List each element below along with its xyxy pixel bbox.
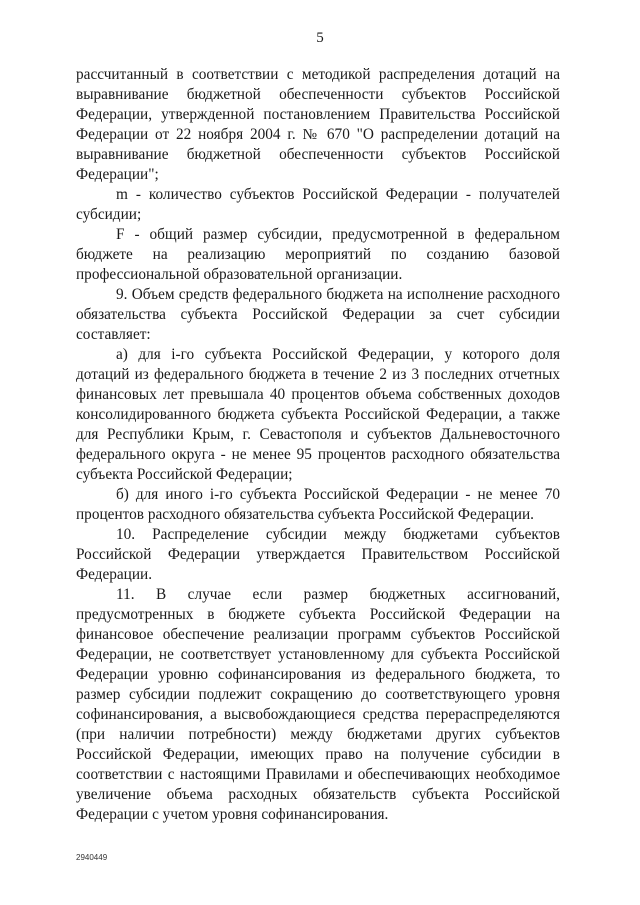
document-id: 2940449 [76,853,108,862]
paragraph-item-10: 10. Распределение субсидии между бюджетами субъектов Российской Федерации утверждается Правительством Российской Федерации. [76,526,560,583]
paragraph-item-9b: б) для иного i-го субъекта Российской Федерации - не менее 70 процентов расходного обязательства субъекта Российской Федерации. [76,486,560,523]
paragraph-m-definition: m - количество субъектов Российской Федерации - получателей субсидии; [76,186,560,223]
paragraph-item-9: 9. Объем средств федерального бюджета на исполнение расходного обязательства субъекта Российской Федерации за счет субсидии составляет: [76,286,560,343]
paragraph-continuation: рассчитанный в соответствии с методикой распределения дотаций на выравнивание бюджетной обеспеченности субъектов Российской Федерации, утвержденной постановлением Правительства Российской Федерации от 22 ноября 2004 г. № 670 "О распределении дотаций на выравнивание бюджетной обеспеченности субъектов Российской Федерации"; [76,66,560,183]
paragraph-item-11: 11. В случае если размер бюджетных ассигнований, предусмотренных в бюджете субъекта Российской Федерации на финансовое обеспечение реализации программ субъектов Российской Федерации, не соответствует установленному для субъекта Российской Федерации уровню софинансирования из федерального бюджета, то размер субсидии подлежит сокращению до соответствующего уровня софинансирования, а высвобождающиеся средства перераспределяются (при наличии потребности) между бюджетами других субъектов Российской Федерации, имеющих право на получение субсидии в соответствии с настоящими Правилами и обеспечивающих необходимое увеличение объема расходных обязательств субъекта Российской Федерации с учетом уровня софинансирования. [76,586,560,823]
paragraph-item-9a: а) для i-го субъекта Российской Федерации, у которого доля дотаций из федерального бюджета в течение 2 из 3 последних отчетных финансовых лет превышала 40 процентов объема собственных доходов консолидированного бюджета субъекта Российской Федерации, а также для Республики Крым, г. Севастополя и субъектов Дальневосточного федерального округа - не менее 95 процентов расходного обязательства субъекта Российской Федерации; [76,346,560,483]
document-body [76,65,560,825]
page-number: 5 [316,30,324,46]
paragraph-f-definition: F - общий размер субсидии, предусмотренной в федеральном бюджете на реализацию мероприятий по созданию базовой профессиональной образовательной организации. [76,226,560,283]
